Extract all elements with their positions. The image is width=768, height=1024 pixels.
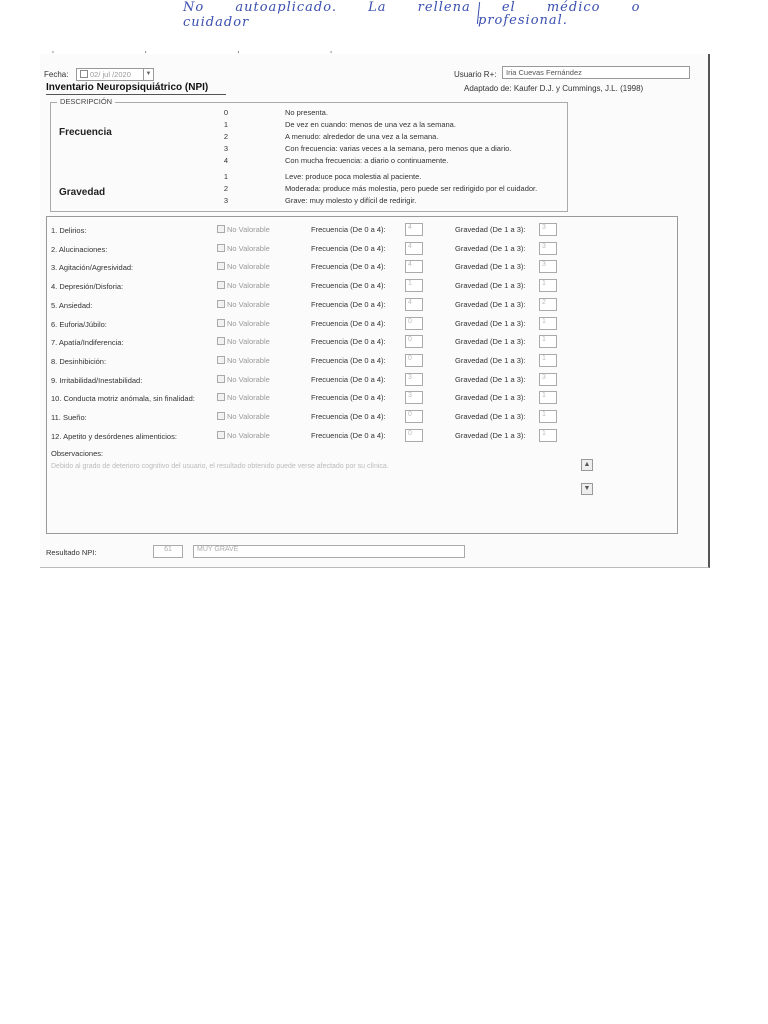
- handwritten-note-line2: profesional.: [478, 13, 568, 28]
- frecuencia-input[interactable]: 0: [405, 410, 423, 423]
- item-label: 7. Apatía/Indiferencia:: [51, 338, 124, 348]
- grav-scale-number: 1: [223, 172, 229, 181]
- no-valorable-checkbox[interactable]: [217, 262, 270, 271]
- item-label: 9. Irritabilidad/Inestabilidad:: [51, 375, 143, 385]
- freq-scale-number: 4: [223, 156, 229, 165]
- handwritten-word: médico: [546, 0, 601, 15]
- freq-scale-number: 1: [223, 120, 229, 129]
- description-box: [50, 97, 568, 212]
- npi-item-row: [47, 242, 677, 258]
- handwritten-note-line1: [183, 0, 743, 30]
- checkbox-icon[interactable]: [217, 281, 225, 289]
- no-valorable-checkbox[interactable]: [217, 393, 270, 402]
- freq-scale-number: 3: [223, 144, 229, 153]
- gravedad-input[interactable]: 1: [539, 429, 557, 442]
- no-valorable-label: No Valorable: [227, 318, 270, 328]
- gravedad-label: Gravedad (De 1 a 3):: [455, 430, 526, 440]
- item-label: 3. Agitación/Agresividad:: [51, 263, 134, 273]
- npi-item-row: [47, 391, 677, 407]
- gravedad-input[interactable]: 1: [539, 410, 557, 423]
- frecuencia-input[interactable]: 4: [405, 242, 423, 255]
- no-valorable-checkbox[interactable]: [217, 244, 270, 253]
- gravedad-label: Gravedad (De 1 a 3):: [455, 262, 526, 272]
- frecuencia-input[interactable]: 4: [405, 298, 423, 311]
- frecuencia-label: Frecuencia (De 0 a 4):: [311, 393, 386, 403]
- chevron-down-icon[interactable]: ▼: [143, 69, 153, 80]
- item-label: 10. Conducta motriz anómala, sin finalidad:: [51, 394, 195, 404]
- freq-scale-number: 2: [223, 132, 229, 141]
- adapted-from-note: Adaptado de: Kaufer D.J. y Cummings, J.L. (1998): [464, 84, 644, 93]
- gravedad-heading: Gravedad: [59, 187, 106, 198]
- no-valorable-checkbox[interactable]: [217, 431, 270, 440]
- grav-scale-text: Grave: muy molesto y difícil de redirigir.: [285, 196, 417, 205]
- date-checkbox[interactable]: [80, 70, 88, 78]
- frecuencia-label: Frecuencia (De 0 a 4):: [311, 337, 386, 347]
- observations-text[interactable]: Debido al grado de deterioro cognitivo del usuario, el resultado obtenido puede verse afectado por su clínica.: [51, 463, 389, 470]
- npi-item-row: [47, 354, 677, 370]
- no-valorable-label: No Valorable: [227, 393, 270, 403]
- scroll-up-button[interactable]: ▲: [581, 459, 593, 471]
- no-valorable-checkbox[interactable]: [217, 412, 270, 421]
- gravedad-input[interactable]: 1: [539, 279, 557, 292]
- frecuencia-label: Frecuencia (De 0 a 4):: [311, 281, 386, 291]
- checkbox-icon[interactable]: [217, 262, 225, 270]
- frecuencia-input[interactable]: 3: [405, 373, 423, 386]
- page-title: Inventario Neuropsiquiátrico (NPI): [46, 82, 209, 93]
- gravedad-input[interactable]: 3: [539, 242, 557, 255]
- no-valorable-checkbox[interactable]: [217, 337, 270, 346]
- frecuencia-label: Frecuencia (De 0 a 4):: [311, 225, 386, 234]
- frecuencia-input[interactable]: 0: [405, 429, 423, 442]
- date-value: 02/ jul /2020: [90, 70, 131, 79]
- item-label: 1. Delirios:: [51, 226, 87, 235]
- gravedad-input[interactable]: 1: [539, 317, 557, 330]
- frecuencia-label: Frecuencia (De 0 a 4):: [311, 243, 386, 253]
- no-valorable-checkbox[interactable]: [217, 319, 270, 328]
- result-score-field: 61: [153, 545, 183, 558]
- freq-scale-text: A menudo: alrededor de una vez a la semana.: [285, 132, 439, 141]
- npi-item-row: [47, 429, 677, 445]
- checkbox-icon[interactable]: [217, 244, 225, 252]
- user-field[interactable]: Iria Cuevas Fernández: [502, 66, 690, 79]
- frecuencia-input[interactable]: 1: [405, 279, 423, 292]
- gravedad-input[interactable]: 3: [539, 260, 557, 273]
- gravedad-label: Gravedad (De 1 a 3):: [455, 225, 526, 234]
- frecuencia-label: Frecuencia (De 0 a 4):: [311, 262, 386, 272]
- gravedad-label: Gravedad (De 1 a 3):: [455, 318, 526, 328]
- frecuencia-input[interactable]: 0: [405, 317, 423, 330]
- handwritten-word: La: [368, 0, 387, 15]
- npi-item-row: [47, 298, 677, 314]
- frecuencia-heading: Frecuencia: [59, 127, 112, 138]
- npi-item-row: [47, 410, 677, 426]
- gravedad-label: Gravedad (De 1 a 3):: [455, 337, 526, 347]
- gravedad-label: Gravedad (De 1 a 3):: [455, 393, 526, 403]
- description-legend: DESCRIPCIÓN: [57, 97, 115, 106]
- gravedad-label: Gravedad (De 1 a 3):: [455, 374, 526, 384]
- no-valorable-label: No Valorable: [227, 412, 270, 421]
- checkbox-icon[interactable]: [217, 356, 225, 364]
- gravedad-label: Gravedad (De 1 a 3):: [455, 299, 526, 309]
- date-field[interactable]: [76, 68, 154, 81]
- grav-scale-number: 3: [223, 196, 229, 205]
- no-valorable-label: No Valorable: [227, 430, 270, 440]
- no-valorable-checkbox[interactable]: [217, 225, 270, 234]
- no-valorable-label: No Valorable: [227, 243, 270, 253]
- npi-form-window: [40, 50, 710, 568]
- checkbox-icon[interactable]: [217, 393, 225, 401]
- grav-scale-text: Moderada: produce más molestia, pero puede ser redirigido por el cuidador.: [285, 184, 538, 193]
- handwritten-word: No: [183, 0, 205, 15]
- gravedad-label: Gravedad (De 1 a 3):: [455, 412, 526, 421]
- grav-scale-number: 2: [223, 184, 229, 193]
- gravedad-input[interactable]: 1: [539, 335, 557, 348]
- no-valorable-checkbox[interactable]: [217, 356, 270, 365]
- no-valorable-label: No Valorable: [227, 355, 270, 365]
- freq-scale-text: No presenta.: [285, 108, 328, 117]
- checkbox-icon[interactable]: [217, 337, 225, 345]
- date-label: Fecha:: [44, 70, 69, 79]
- frecuencia-label: Frecuencia (De 0 a 4):: [311, 412, 386, 421]
- handwritten-word: rellena: [417, 0, 471, 15]
- no-valorable-checkbox[interactable]: [217, 281, 270, 290]
- npi-item-row: [47, 223, 677, 239]
- frecuencia-label: Frecuencia (De 0 a 4):: [311, 318, 386, 328]
- checkbox-icon[interactable]: [217, 300, 225, 308]
- handwritten-word: o: [631, 0, 641, 15]
- no-valorable-label: No Valorable: [227, 299, 270, 309]
- gravedad-input[interactable]: 1: [539, 391, 557, 404]
- gravedad-label: Gravedad (De 1 a 3):: [455, 243, 526, 253]
- title-underline: [46, 94, 226, 95]
- user-label: Usuario R+:: [454, 70, 497, 79]
- no-valorable-label: No Valorable: [227, 337, 270, 347]
- no-valorable-label: No Valorable: [227, 262, 270, 272]
- no-valorable-label: No Valorable: [227, 281, 270, 291]
- item-label: 4. Depresión/Disforia:: [51, 282, 124, 292]
- result-label: Resultado NPI:: [46, 548, 97, 557]
- observations-label: Observaciones:: [51, 449, 104, 458]
- npi-item-row: [47, 373, 677, 389]
- no-valorable-checkbox[interactable]: [217, 300, 270, 309]
- npi-item-row: [47, 260, 677, 276]
- frecuencia-input[interactable]: 0: [405, 354, 423, 367]
- item-label: 6. Euforia/Júbilo:: [51, 319, 107, 329]
- item-label: 2. Alucinaciones:: [51, 244, 108, 254]
- gravedad-input[interactable]: 3: [539, 223, 557, 236]
- frecuencia-label: Frecuencia (De 0 a 4):: [311, 299, 386, 309]
- item-label: 5. Ansiedad:: [51, 300, 93, 310]
- gravedad-label: Gravedad (De 1 a 3):: [455, 281, 526, 291]
- freq-scale-text: Con frecuencia: varias veces a la semana, pero menos que a diario.: [285, 144, 512, 153]
- checkbox-icon[interactable]: [217, 225, 225, 233]
- no-valorable-label: No Valorable: [227, 374, 270, 384]
- npi-item-row: [47, 335, 677, 351]
- freq-scale-text: Con mucha frecuencia: a diario o continuamente.: [285, 156, 449, 165]
- npi-items-box: [46, 216, 678, 534]
- gravedad-input[interactable]: 1: [539, 354, 557, 367]
- freq-scale-number: 0: [223, 108, 229, 117]
- checkbox-icon[interactable]: [217, 412, 225, 420]
- no-valorable-label: No Valorable: [227, 225, 270, 234]
- handwritten-word: autoaplicado.: [235, 0, 337, 15]
- handwritten-word: cuidador: [183, 15, 250, 30]
- gravedad-input[interactable]: 2: [539, 298, 557, 311]
- frecuencia-input[interactable]: 0: [405, 335, 423, 348]
- grav-scale-text: Leve: produce poca molestia al paciente.: [285, 172, 422, 181]
- item-label: 8. Desinhibición:: [51, 356, 107, 366]
- frecuencia-label: Frecuencia (De 0 a 4):: [311, 374, 386, 384]
- top-edge-marks: ' ' ' ': [52, 50, 376, 61]
- npi-item-row: [47, 317, 677, 333]
- gravedad-input[interactable]: 3: [539, 373, 557, 386]
- no-valorable-checkbox[interactable]: [217, 375, 270, 384]
- frecuencia-label: Frecuencia (De 0 a 4):: [311, 355, 386, 365]
- gravedad-label: Gravedad (De 1 a 3):: [455, 355, 526, 365]
- freq-scale-text: De vez en cuando: menos de una vez a la semana.: [285, 120, 456, 129]
- item-label: 12. Apetito y desórdenes alimenticios:: [51, 431, 177, 441]
- frecuencia-input[interactable]: 4: [405, 260, 423, 273]
- result-text-field: MUY GRAVE: [193, 545, 465, 558]
- checkbox-icon[interactable]: [217, 375, 225, 383]
- item-label: 11. Sueño:: [51, 413, 87, 422]
- checkbox-icon[interactable]: [217, 431, 225, 439]
- npi-item-row: [47, 279, 677, 295]
- scroll-down-button[interactable]: ▼: [581, 483, 593, 495]
- handwritten-word: el: [501, 0, 516, 15]
- checkbox-icon[interactable]: [217, 319, 225, 327]
- frecuencia-input[interactable]: 3: [405, 391, 423, 404]
- frecuencia-label: Frecuencia (De 0 a 4):: [311, 430, 386, 440]
- frecuencia-input[interactable]: 4: [405, 223, 423, 236]
